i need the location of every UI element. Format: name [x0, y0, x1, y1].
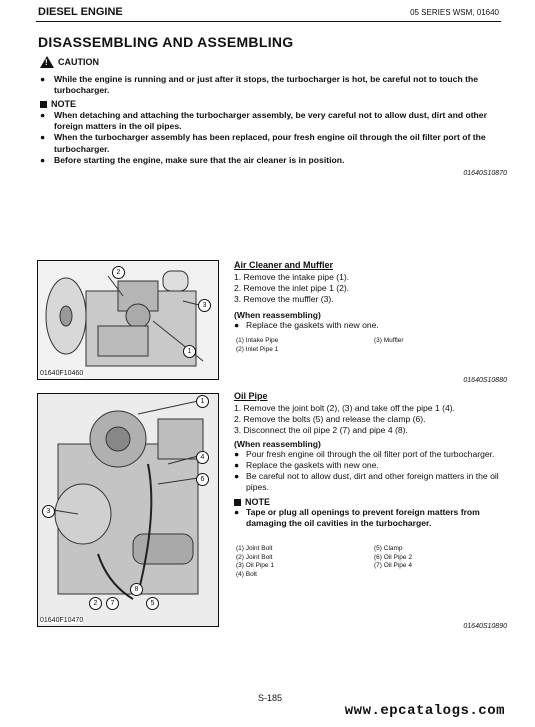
callout-6: 6	[196, 473, 209, 486]
step-item: 1. Remove the intake pipe (1).	[234, 272, 350, 282]
note-heading: NOTE	[234, 497, 508, 507]
section2-code: 01640S10890	[463, 623, 507, 630]
legend-right-2: (5) Clamp (6) Oil Pipe 2 (7) Oil Pipe 4	[374, 545, 412, 569]
figure-code: 01640F10460	[40, 370, 84, 377]
callout-2: 2	[89, 597, 102, 610]
page-title: DISASSEMBLING AND ASSEMBLING	[38, 34, 294, 50]
callout-7: 7	[106, 597, 119, 610]
step-item: 2. Remove the bolts (5) and release the clamp (6).	[234, 414, 426, 424]
callout-2: 2	[112, 266, 125, 279]
callout-5: 5	[146, 597, 159, 610]
legend-left-1: (1) Intake Pipe (2) Inlet Pipe 1	[236, 337, 279, 353]
header-left: DIESEL ENGINE	[38, 6, 123, 18]
page-number: S-185	[258, 693, 283, 703]
step-item: 1. Remove the joint bolt (2), (3) and take off the pipe 1 (4).	[234, 403, 456, 413]
section2-steps	[234, 403, 508, 529]
note-square-icon	[234, 499, 241, 506]
watermark-url: www.epcatalogs.com	[344, 703, 505, 719]
section-title-oil-pipe: Oil Pipe	[234, 391, 268, 401]
when-reassembling: (When reassembling)	[234, 439, 321, 449]
note-item: ● Tape or plug all openings to prevent foreign matters from damaging the oil cavities in the turbocharger.	[234, 507, 480, 528]
legend-right-1: (3) Muffler	[374, 337, 404, 344]
bullet-item: ● Be careful not to allow dust, dirt and other foreign matters in the oil pipes.	[234, 471, 499, 492]
warning-triangle-icon	[40, 56, 54, 68]
step-item: 3. Disconnect the oil pipe 2 (7) and pipe 4 (8).	[234, 425, 408, 435]
bullet-item: ● Replace the gaskets with new one.	[234, 320, 379, 330]
callout-4: 4	[196, 451, 209, 464]
caution-label: CAUTION	[58, 57, 99, 67]
note-list	[40, 110, 510, 166]
engine-illustration-2	[38, 394, 218, 626]
header-right: 05 SERIES WSM, 01640	[410, 8, 499, 17]
caution-heading	[40, 56, 99, 68]
callout-1: 1	[183, 345, 196, 358]
figure-oil-pipe	[37, 393, 219, 627]
callout-1: 1	[196, 395, 209, 408]
legend-left-2: (1) Joint Bolt (2) Joint Bolt (3) Oil Pipe 1 (4) Bolt	[236, 545, 274, 578]
callout-3: 3	[42, 505, 55, 518]
callout-8: 8	[130, 583, 143, 596]
header-rule	[36, 21, 501, 22]
note-item: ● Before starting the engine, make sure that the air cleaner is in position.	[40, 154, 345, 165]
caution-list	[40, 74, 510, 96]
note-item: ● When detaching and attaching the turbocharger assembly, be very careful not to allow dust, dirt and other foreign matters in the oil pipes.	[40, 110, 487, 132]
figure-code: 01640F10470	[40, 617, 84, 624]
note-heading	[40, 99, 76, 109]
note-code: 01640S10870	[463, 170, 507, 177]
section1-code: 01640S10880	[463, 377, 507, 384]
step-item: 3. Remove the muffler (3).	[234, 294, 334, 304]
figure-air-cleaner	[37, 260, 219, 380]
note-item: ● When the turbocharger assembly has been replaced, pour fresh engine oil through the oil filter port of the turbocharger.	[40, 132, 486, 154]
bullet-item: ● Pour fresh engine oil through the oil filter port of the turbocharger.	[234, 449, 495, 459]
section1-steps	[234, 272, 514, 331]
caution-item: ● While the engine is running and or just after it stops, the turbocharger is hot, be careful not to touch the turbocharger.	[40, 74, 478, 96]
engine-illustration-1	[38, 261, 218, 379]
bullet-item: ● Replace the gaskets with new one.	[234, 460, 379, 470]
note-square-icon	[40, 101, 47, 108]
when-reassembling: (When reassembling)	[234, 310, 321, 320]
note-label: NOTE	[51, 99, 77, 109]
step-item: 2. Remove the inlet pipe 1 (2).	[234, 283, 350, 293]
section-title-air-cleaner: Air Cleaner and Muffler	[234, 260, 334, 270]
callout-3: 3	[198, 299, 211, 312]
